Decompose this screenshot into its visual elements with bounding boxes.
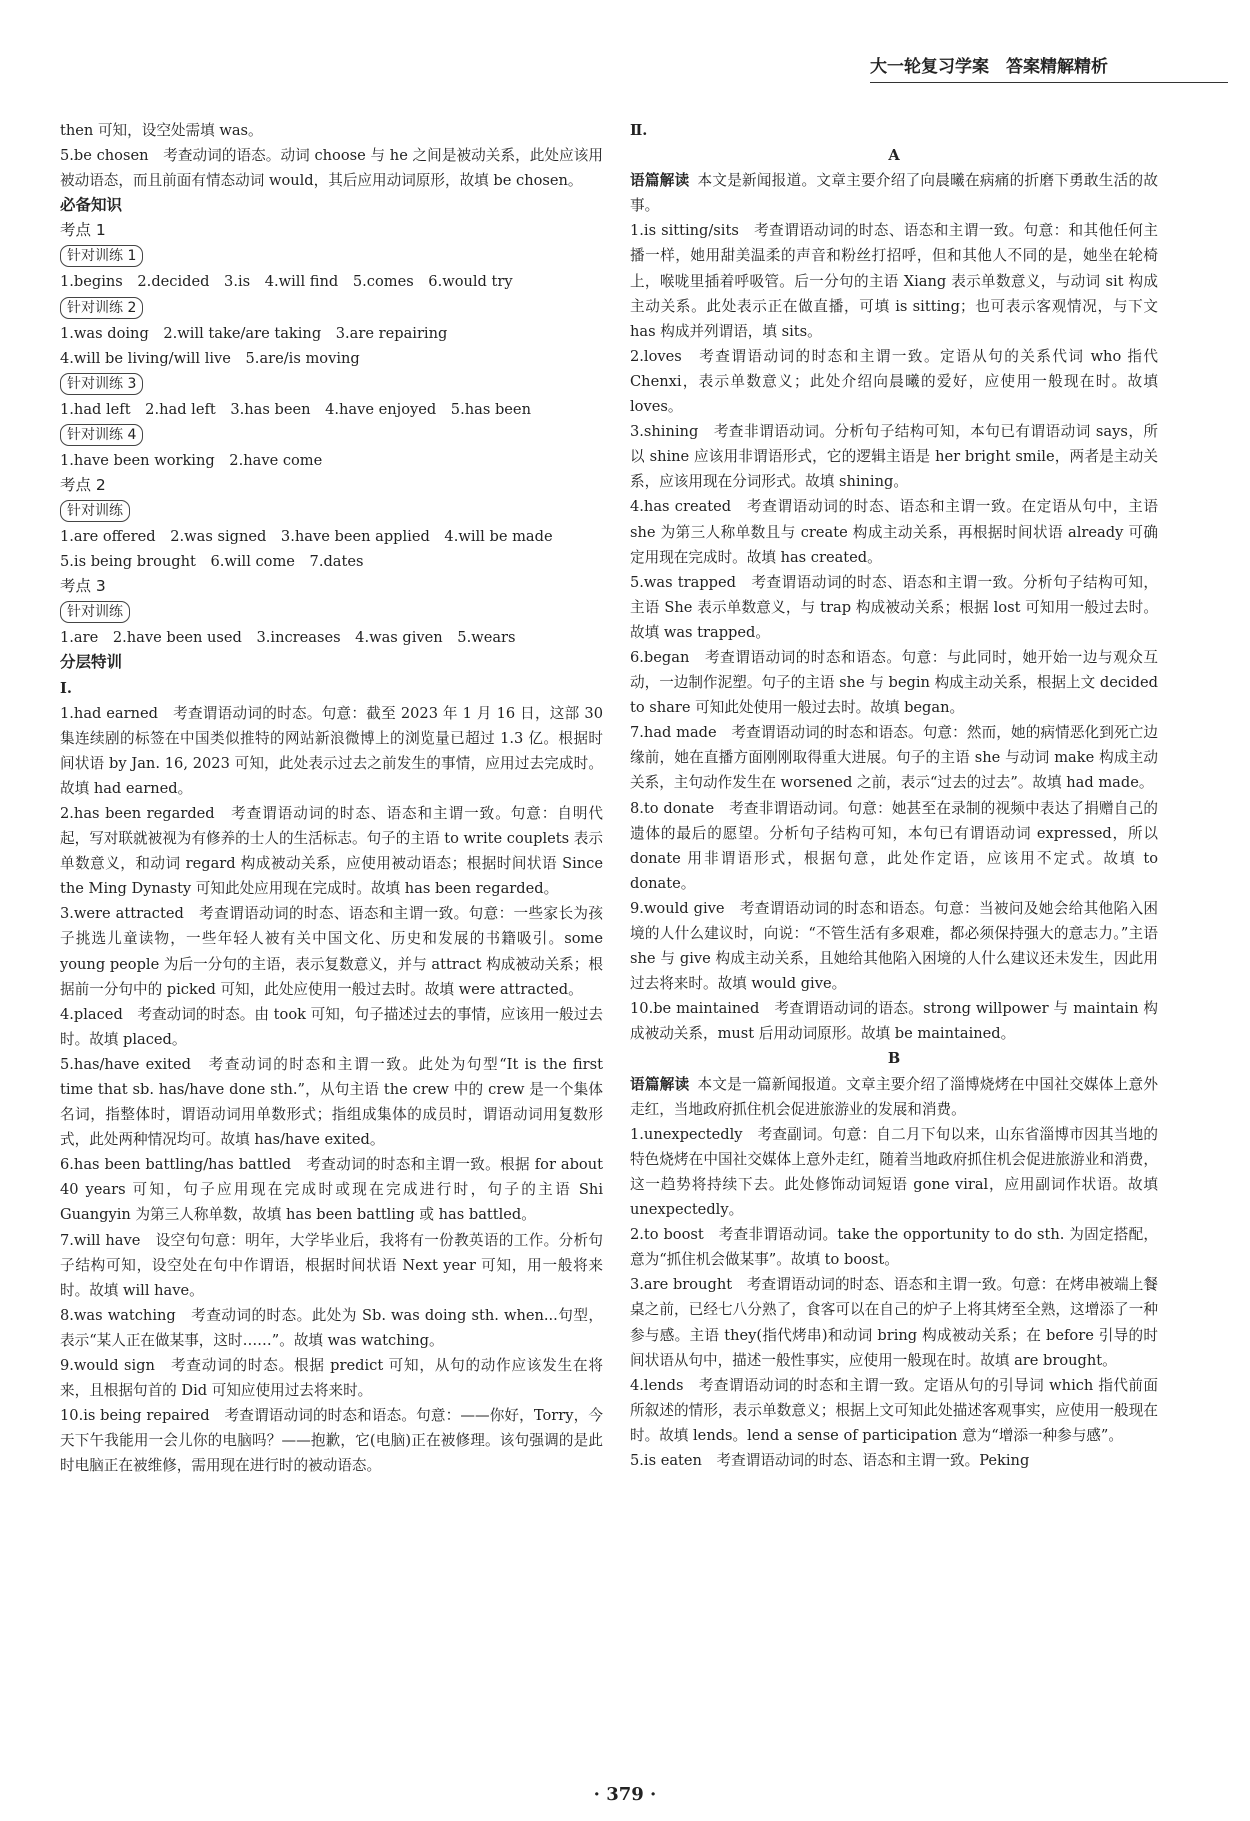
reading-text: 本文是新闻报道。文章主要介绍了向晨曦在病痛的折磨下勇敢生活的故事。: [630, 172, 1158, 215]
roman-numeral: Ⅰ.: [60, 679, 72, 697]
header-title: 大一轮复习学案 答案精解精析: [870, 57, 1108, 77]
explanation-item: 2.to boost 考查非谓语动词。take the opportunity to do sth. 为固定搭配，意为“抓住机会做某事”。故填 to boost。: [630, 1226, 1158, 1269]
reading-label: 语篇解读: [630, 1075, 690, 1093]
training-tag: 针对训练 2: [60, 297, 143, 319]
explanation-item: 6.began 考查谓语动词的时态和语态。句意：与此同时，她开始一边与观众互动，一边制作泥塑。句子的主语 she 与 begin 构成主动关系，根据上文 decided to share 可知此处使用一般过去时。故填 began。: [630, 648, 1158, 717]
explanation-item: 5.is eaten 考查谓语动词的时态、语态和主谓一致。Peking: [630, 1451, 1030, 1469]
explanation-item: 3.are brought 考查谓语动词的时态、语态和主谓一致。句意：在烤串被端上餐桌之前，已经七八分熟了，食客可以在自己的炉子上将其烤至全熟，这增添了一种参与感。主语 they(指代烤串)和动词 bring 构成被动关系；在 before 引导的时间状语从句中，描述一般性事实，应使用一般现在时。故填 are brought。: [630, 1276, 1158, 1369]
answer-line: 1.had left 2.had left 3.has been 4.have enjoyed 5.has been: [60, 400, 531, 418]
section-title-bibei: 必备知识: [60, 196, 123, 215]
explanation-item: 1.is sitting/sits 考查谓语动词的时态、语态和主谓一致。句意：和其他任何主播一样，她用甜美温柔的声音和粉丝打招呼，但和其他人不同的是，她坐在轮椅上，喉咙里插着呼吸管。后一分句的主语 Xiang 表示单数意义，与动词 sit 构成主动关系。此处表示正在做直播，可填 is sitting；也可表示客观情况，与下文 has 构成并列谓语，填 sits。: [630, 222, 1158, 340]
kaodian-heading: 考点 1: [60, 221, 106, 240]
roman-numeral: Ⅱ.: [630, 122, 648, 139]
answer-line: 1.are 2.have been used 3.increases 4.was given 5.wears: [60, 629, 516, 647]
kaodian-heading: 考点 3: [60, 577, 106, 596]
training-tag: 针对训练 4: [60, 424, 143, 446]
left-column: [60, 118, 603, 1479]
explanation-item: 6.has been battling/has battled 考查动词的时态和主谓一致。根据 for about 40 years 可知，句子应用现在完成时或现在完成进行时，句子的主语 Shi Guangyin 为第三人称单数，故填 has been battling 或 has battled。: [60, 1156, 603, 1224]
explanation-item: 9.would give 考查谓语动词的时态和语态。句意：当被问及她会给其他陷入困境的人什么建议时，向说：“不管生活有多艰难，都必须保持强大的意志力。”主语 she 与 give 构成主动关系，且她给其他陷入困境的人什么建议还未发生，因此用过去将来时。故填 would give。: [630, 899, 1158, 993]
explanation-item: 5.has/have exited 考查动词的时态和主谓一致。此处为句型“It is the first time that sb. has/have done sth.”，从句主语 the crew 中的 crew 是一个集体名词，指整体时，谓语动词用单数形式；指组成集体的成员时，谓语动词用复数形式，此处两种情况均可。故填 has/have exited。: [60, 1055, 603, 1149]
explanation-item: 3.were attracted 考查谓语动词的时态、语态和主谓一致。句意：一些家长为孩子挑选儿童读物，一些年轻人被有关中国文化、历史和发展的书籍吸引。some young people 为后一分句的主语，表示复数意义，并与 attract 构成被动关系；根据前一分句中的 picked 可知，此处应使用一般过去时。故填 were attracted。: [60, 905, 603, 998]
answer-line: 4.will be living/will live 5.are/is moving: [60, 349, 360, 367]
explanation-item: 8.to donate 考查非谓语动词。句意：她甚至在录制的视频中表达了捐赠自己的遗体的最后的愿望。分析句子结构可知，本句已有谓语动词 expressed，所以 donate 用非谓语形式，根据句意，此处作定语，应该用不定式。故填 to donate。: [630, 799, 1158, 892]
intro-line: 5.be chosen 考查动词的语态。动词 choose 与 he 之间是被动关系，此处应该用被动语态，而且前面有情态动词 would，其后应用动词原形，故填 be chosen。: [60, 147, 603, 190]
answer-line: 1.begins 2.decided 3.is 4.will find 5.comes 6.would try: [60, 273, 513, 291]
page-number: · 379 ·: [593, 1784, 657, 1805]
passage-reading-a: [630, 168, 1158, 218]
reading-text: 本文是一篇新闻报道。文章主要介绍了淄博烧烤在中国社交媒体上意外走红，当地政府抓住机会促进旅游业的发展和消费。: [630, 1075, 1158, 1118]
answer-line: 1.have been working 2.have come: [60, 451, 323, 469]
answer-line: 1.was doing 2.will take/are taking 3.are repairing: [60, 324, 448, 342]
intro-line: then 可知，设空处需填 was。: [60, 122, 263, 139]
explanation-item: 2.loves 考查谓语动词的时态和主谓一致。定语从句的关系代词 who 指代 Chenxi，表示单数意义；此处介绍向晨曦的爱好，应使用一般现在时。故填 loves。: [630, 347, 1158, 416]
explanation-item: 5.was trapped 考查谓语动词的时态、语态和主谓一致。分析句子结构可知，主语 She 表示单数意义，与 trap 构成被动关系；根据 lost 可知用一般过去时。故填 was trapped。: [630, 573, 1158, 641]
reading-label: 语篇解读: [630, 172, 690, 190]
section-title-fenceng: 分层特训: [60, 653, 123, 672]
answer-line: 5.is being brought 6.will come 7.dates: [60, 553, 364, 571]
explanation-item: 2.has been regarded 考查谓语动词的时态、语态和主谓一致。句意：自明代起，写对联就被视为有修养的士人的生活标志。句子的主语 to write couplets 表示单数意义，和动词 regard 构成被动关系，应使用被动语态；根据时间状语 Since the Ming Dynasty 可知此处应用现在完成时。故填 has been regarded。: [60, 804, 603, 898]
explanation-item: 10.is being repaired 考查谓语动词的时态和语态。句意：——你好，Torry，今天下午我能用一会儿你的电脑吗？——抱歉，它(电脑)正在被修理。该句强调的是此时电脑正在被维修，需用现在进行时的被动语态。: [60, 1407, 603, 1475]
explanation-item: 10.be maintained 考查谓语动词的语态。strong willpower 与 maintain 构成被动关系，must 后用动词原形。故填 be maintained。: [630, 1000, 1158, 1043]
explanation-item: 4.has created 考查谓语动词的时态、语态和主谓一致。在定语从句中，主语 she 为第三人称单数且与 create 构成主动关系，再根据时间状语 already 可确定用现在完成时。故填 has created。: [630, 498, 1158, 566]
answer-line: 1.are offered 2.was signed 3.have been applied 4.will be made: [60, 528, 553, 546]
kaodian-heading: 考点 2: [60, 475, 106, 494]
explanation-item: 1.unexpectedly 考查副词。句意：自二月下旬以来，山东省淄博市因其当地的特色烧烤在中国社交媒体上意外走红，随着当地政府抓住机会促进旅游业和消费，这一趋势将持续下去。此处修饰动词短语 gone viral，应用副词作状语。故填 unexpectedly。: [630, 1125, 1158, 1219]
explanation-item: 4.lends 考查谓语动词的时态和主谓一致。定语从句的引导词 which 指代前面所叙述的情形，表示单数意义；根据上文可知此处描述客观事实，应使用一般现在时。故填 lends。lend a sense of participation 意为“增添一种参与感”。: [630, 1376, 1158, 1444]
explanation-item: 1.had earned 考查谓语动词的时态。句意：截至 2023 年 1 月 16 日，这部 30 集连续剧的标签在中国类似推特的网站新浪微博上的浏览量已超过 1.3 亿。根据时间状语 by Jan. 16, 2023 可知，此处表示过去之前发生的事情，应用过去完成时。故填 had earned。: [60, 704, 603, 797]
explanation-item: 7.had made 考查谓语动词的时态和语态。句意：然而，她的病情恶化到死亡边缘前，她在直播方面刚刚取得重大进展。句子的主语 she 与动词 make 构成主动关系，主句动作发生在 worsened 之前，表示“过去的过去”。故填 had made。: [630, 724, 1158, 792]
explanation-item: 7.will have 设空句句意：明年，大学毕业后，我将有一份教英语的工作。分析句子结构可知，设空处在句中作谓语，根据时间状语 Next year 可知，用一般将来时。故填 will have。: [60, 1231, 603, 1299]
explanation-item: 4.placed 考查动词的时态。由 took 可知，句子描述过去的事情，应该用一般过去时。故填 placed。: [60, 1005, 603, 1048]
training-tag: 针对训练 1: [60, 245, 143, 267]
training-tag: 针对训练 3: [60, 373, 143, 395]
explanation-item: 8.was watching 考查动词的时态。此处为 Sb. was doing sth. when...句型，表示“某人正在做某事，这时……”。故填 was watching。: [60, 1306, 603, 1349]
training-tag: 针对训练: [60, 500, 130, 522]
passage-letter-b: B: [887, 1050, 901, 1068]
explanation-item: 3.shining 考查非谓语动词。分析句子结构可知，本句已有谓语动词 says，所以 shine 应该用非谓语形式，它的逻辑主语是 her bright smile，两者是主动关系，应该用现在分词形式。故填 shining。: [630, 423, 1158, 491]
passage-reading-b: [630, 1072, 1158, 1122]
training-tag: 针对训练: [60, 601, 130, 623]
header-rule: [870, 82, 1228, 83]
explanation-item: 9.would sign 考查动词的时态。根据 predict 可知，从句的动作应该发生在将来，且根据句首的 Did 可知应使用过去将来时。: [60, 1357, 603, 1400]
passage-letter-a: A: [888, 147, 900, 165]
right-column: [630, 118, 1158, 1473]
